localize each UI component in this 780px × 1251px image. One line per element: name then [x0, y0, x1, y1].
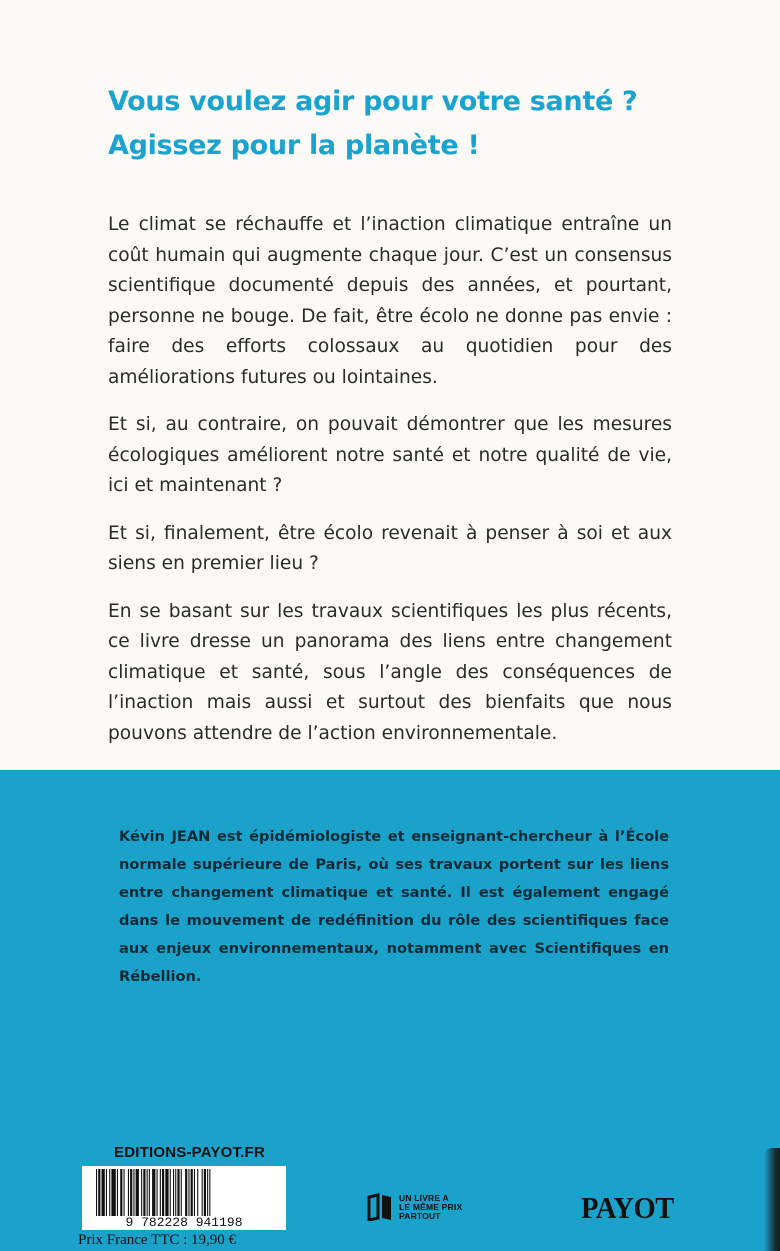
headline: [108, 80, 708, 168]
barcode-bar: [188, 1169, 189, 1217]
barcode-bar: [111, 1169, 115, 1217]
barcode-bars: [82, 1166, 286, 1218]
barcode-bar: [157, 1169, 158, 1217]
barcode-bar: [124, 1169, 125, 1217]
barcode-bar: [109, 1169, 110, 1217]
barcode-bar: [96, 1169, 97, 1217]
prix-unique-logo: [367, 1193, 462, 1221]
barcode-bar: [160, 1169, 161, 1217]
barcode-bar: [194, 1169, 195, 1217]
blurb-text: [108, 210, 672, 766]
prix-unique-line-3: PARTOUT: [399, 1210, 441, 1221]
barcode-bar: [130, 1169, 132, 1217]
publisher-website: EDITIONS-PAYOT.FR: [114, 1144, 265, 1161]
author-bio: Kévin JEAN est épidémiologiste et enseignant-chercheur à l’École normale supérieure de Paris, où ses travaux portent sur les liens entre changement climatique et santé. Il est également engagé dans le mouvement de redéfinition du rôle des scientifiques face aux enjeux environnementaux, notamment avec Scientifiques en Rébellion.: [119, 828, 669, 985]
barcode-bar: [202, 1169, 203, 1217]
barcode-bar: [191, 1169, 193, 1217]
barcode-bar: [149, 1169, 150, 1217]
isbn-number: 9 782228 941198: [82, 1216, 286, 1230]
barcode-bar: [106, 1169, 107, 1217]
barcode-bar: [177, 1169, 179, 1217]
book-edge-shadow: [764, 1148, 780, 1251]
barcode-bar: [120, 1169, 122, 1217]
barcode-bar: [102, 1169, 105, 1217]
barcode: [82, 1166, 286, 1218]
blurb-paragraph-2: Et si, au contraire, on pouvait démontrer que les mesures écologiques améliorent notre santé et notre qualité de vie, ici et maintenant ?: [108, 414, 672, 496]
barcode-bar: [209, 1169, 210, 1217]
blurb-paragraph-4: En se basant sur les travaux scientifiques les plus récents, ce livre dresse un panorama des liens entre changement climatique et santé, sous l’angle des conséquences de l’inaction mais aussi et surtout des bienfaits que nous pouvons attendre de l’action environnementale.: [108, 600, 672, 744]
payot-logo: PAYOT: [581, 1190, 674, 1225]
barcode-bar: [128, 1169, 129, 1217]
barcode-bar: [207, 1169, 208, 1217]
headline-line-2: Agissez pour la planète !: [108, 130, 480, 161]
open-book-icon: [367, 1193, 393, 1221]
barcode-bar: [170, 1169, 171, 1217]
barcode-bar: [143, 1169, 145, 1217]
barcode-bar: [162, 1169, 164, 1217]
barcode-bar: [141, 1169, 142, 1217]
prix-unique-line-1: UN LIVRE A: [399, 1192, 449, 1203]
price-label: Prix France TTC : 19,90 €: [78, 1232, 237, 1248]
blurb-paragraph-1: Le climat se réchauffe et l’inaction climatique entraîne un coût humain qui augmente chaque jour. C’est un consensus scientifique documenté depuis des années, et pourtant, personne ne bouge. De fait, être écolo ne donne pas envie : faire des efforts colossaux au quotidien pour des améliorations futures ou lointaines.: [108, 214, 672, 388]
barcode-bar: [136, 1169, 139, 1217]
barcode-bar: [204, 1169, 206, 1217]
barcode-bar: [98, 1169, 100, 1217]
barcode-bar: [181, 1169, 182, 1217]
barcode-bar: [147, 1169, 148, 1217]
barcode-bar: [117, 1169, 118, 1217]
barcode-bar: [197, 1169, 198, 1217]
barcode-bar: [173, 1169, 174, 1217]
blurb-paragraph-3: Et si, finalement, être écolo revenait à penser à soi et aux siens en premier lieu ?: [108, 522, 672, 574]
barcode-bar: [175, 1169, 176, 1217]
barcode-bar: [152, 1169, 155, 1217]
barcode-bar: [133, 1169, 134, 1217]
prix-unique-line-2: LE MÊME PRIX: [399, 1201, 463, 1212]
headline-line-1: Vous voulez agir pour votre santé ?: [108, 86, 638, 117]
barcode-bar: [165, 1169, 168, 1217]
barcode-bar: [185, 1169, 187, 1217]
